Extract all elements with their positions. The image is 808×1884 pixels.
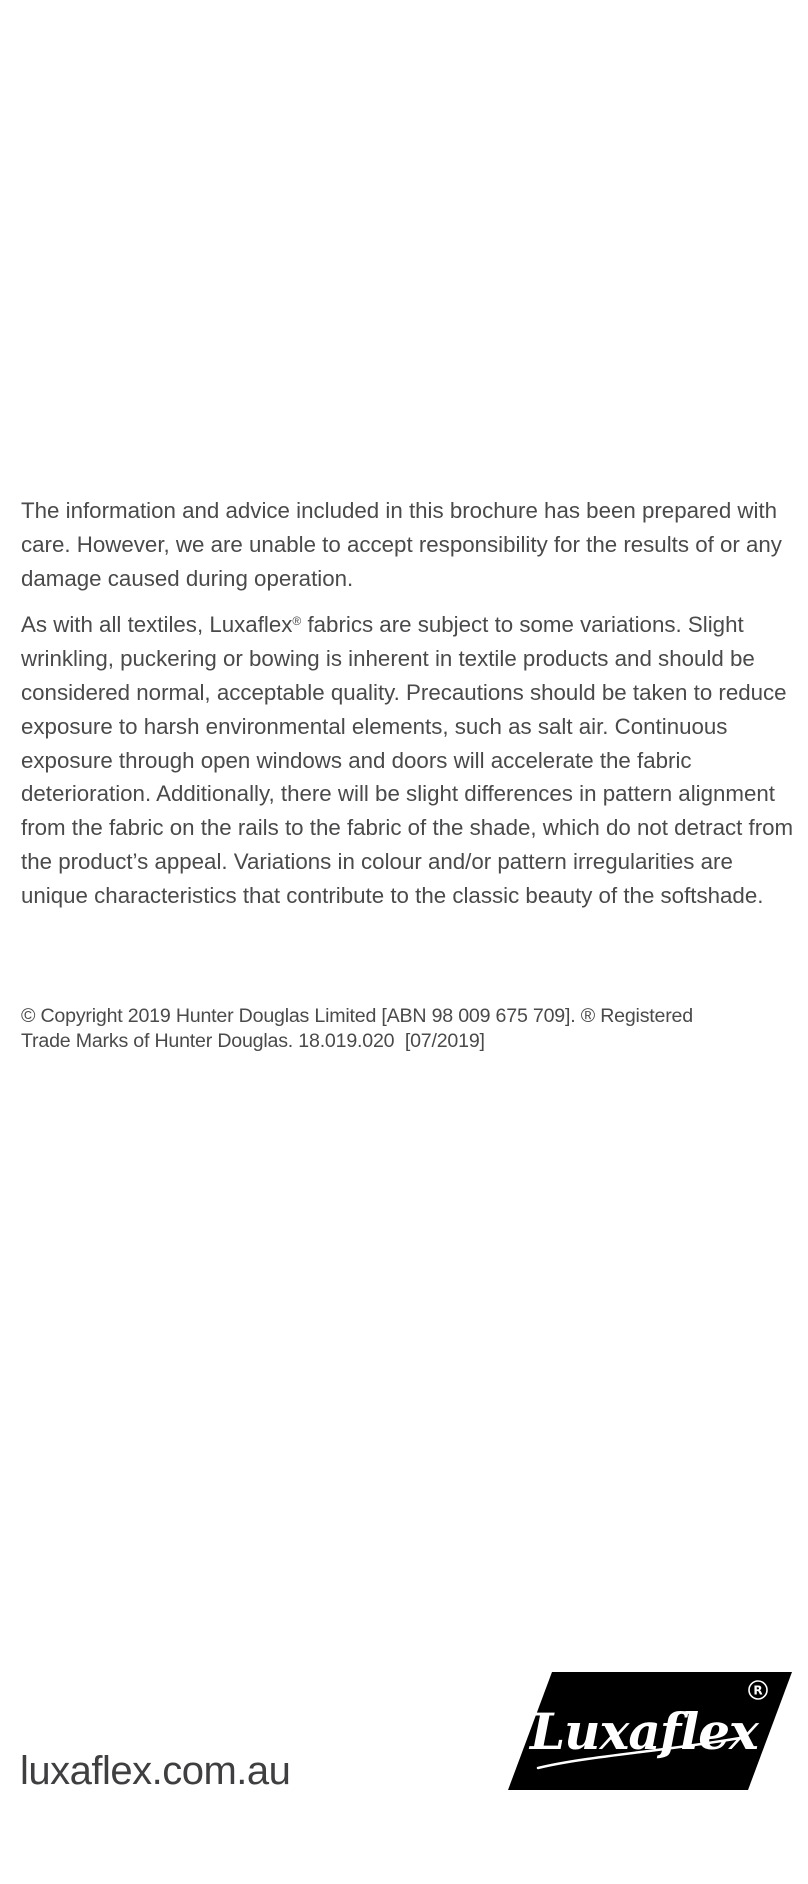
disclaimer-paragraph-2-rest: fabrics are subject to some variations. Slight wrinkling, puckering or bowing is inherent in textile products and should be considered normal, acceptable quality. Precautions should be taken to reduce exposure to harsh environmental elements, such as salt air. Continuous exposure through open windows and doors will accelerate the fabric deterioration. Additionally, there will be slight differences in pattern alignment from the fabric on the rails to the fabric of the shade, which do not detract from the product’s appeal. Variations in colour and/or pattern irregularities are unique characteristics that contribute to the classic beauty of the softshade. <box>21 612 794 908</box>
disclaimer-block <box>21 494 799 913</box>
disclaimer-paragraph-2-start: As with all textiles, Luxaflex <box>21 612 293 638</box>
website-url: luxaflex.com.au <box>20 1749 291 1793</box>
disclaimer-paragraph-2 <box>21 608 799 912</box>
luxaflex-logo <box>508 1672 792 1790</box>
disclaimer-paragraph-1: The information and advice included in this brochure has been prepared with care. However, we are unable to accept responsibility for the results of or any damage caused during operation. <box>21 498 782 591</box>
copyright-notice <box>21 1004 791 1053</box>
registered-symbol-letter: R <box>753 1683 763 1698</box>
copyright-line-2: Trade Marks of Hunter Douglas. 18.019.020 [07/2019] <box>21 1029 485 1052</box>
logo-wordmark: Luxaflex <box>530 1702 758 1761</box>
luxaflex-logo-graphic <box>508 1672 792 1790</box>
copyright-line-1: © Copyright 2019 Hunter Douglas Limited [ABN 98 009 675 709]. ® Registered <box>21 1005 693 1027</box>
registered-mark: ® <box>292 614 302 629</box>
